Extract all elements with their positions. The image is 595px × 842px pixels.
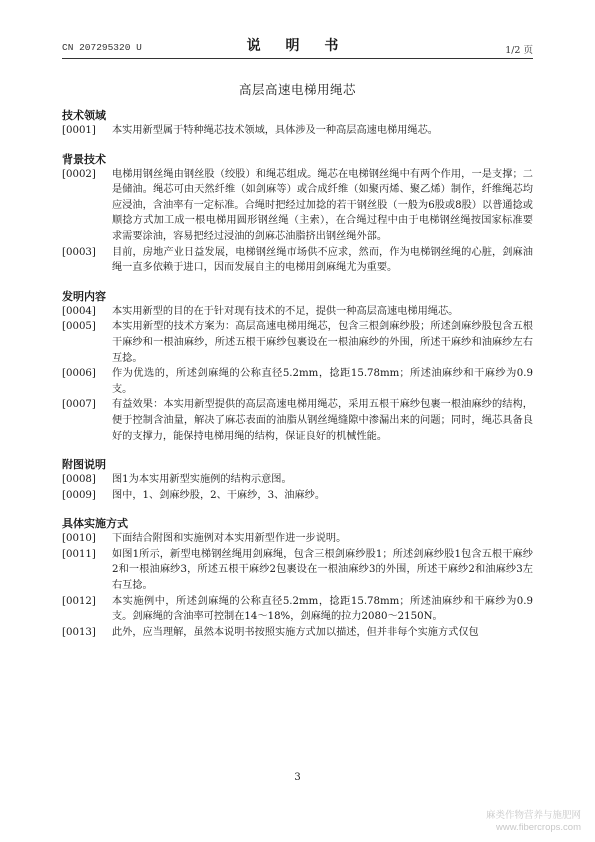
page-number: 3 <box>294 772 301 783</box>
document-body <box>62 108 533 640</box>
paragraph <box>62 397 533 444</box>
paragraph-number: [0006] <box>62 368 96 380</box>
watermark-line: 麻类作物营养与施肥网 <box>485 810 581 821</box>
paragraph <box>62 167 533 245</box>
section-heading: 发明内容 <box>62 289 106 303</box>
watermark-line: www.fibercrops.com <box>496 822 581 833</box>
paragraph-number: [0007] <box>62 399 96 411</box>
paragraph-number: [0002] <box>62 168 96 180</box>
paragraph-text: 本实用新型的目的在于针对现有技术的不足，提供一种高层高速电梯用绳芯。 <box>112 305 459 317</box>
paragraph-number: [0013] <box>62 626 96 638</box>
paragraph <box>62 594 533 625</box>
paragraph-text: 本实用新型的技术方案为：高层高速电梯用绳芯，包含三根剑麻纱股；所述剑麻纱股包含五根干麻纱和一根油麻纱，所述五根干麻纱包裹设在一根油麻纱的外围，所述干麻纱和油麻纱左右互捻。 <box>112 321 533 364</box>
paragraph <box>62 547 533 594</box>
paragraph <box>62 531 533 547</box>
paragraph-text: 此外，应当理解，虽然本说明书按照实施方式加以描述，但并非每个实施方式仅包 <box>112 626 479 638</box>
paragraph-number: [0012] <box>62 595 96 607</box>
paragraph-number: [0003] <box>62 246 96 258</box>
section-heading: 附图说明 <box>62 458 106 472</box>
paragraph-text: 本实施例中，所述剑麻绳的公称直径5.2mm，捻距15.78mm；所述油麻纱和干麻纱为0.9支。剑麻绳的含油率可控制在14～18%，剑麻绳的拉力2080～2150N。 <box>112 595 533 623</box>
paragraph-number: [0009] <box>62 489 96 501</box>
paragraph-number: [0011] <box>62 548 96 560</box>
document-type: 说 明 书 <box>246 38 349 54</box>
paragraph-number: [0010] <box>62 533 96 545</box>
page-indicator: 1/2 页 <box>505 45 533 56</box>
header-divider <box>62 58 533 59</box>
paragraph <box>62 488 533 504</box>
paragraph-text: 电梯用钢丝绳由钢丝股（绞股）和绳芯组成。绳芯在电梯钢丝绳中有两个作用，一是支撑；二是储油。绳芯可由天然纤维（如剑麻等）或合成纤维（如聚丙烯、聚乙烯）制作，纤维绳芯均应浸油，含油率有一定标准。合绳时把经过加捻的若干钢丝股（一般为6股或8股）以普通捻或顺捻方式加工成一根电梯用圆形钢丝绳（主索），在合绳过程中由于电梯钢丝绳按国家标准要求需要涂油，容易把经过浸油的剑麻芯油脂挤出钢丝绳外部。 <box>112 168 533 242</box>
section-heading: 背景技术 <box>62 152 106 166</box>
section-summary <box>62 289 533 444</box>
paragraph-text: 目前，房地产业日益发展，电梯钢丝绳市场供不应求，然而，作为电梯钢丝绳的心脏，剑麻油绳一直多依赖于进口，因而发展自主的电梯用剑麻绳尤为重要。 <box>112 246 533 274</box>
paragraph <box>62 245 533 276</box>
paragraph-text: 下面结合附图和实施例对本实用新型作进一步说明。 <box>112 533 347 545</box>
page-header <box>62 34 533 56</box>
section-heading: 具体实施方式 <box>62 517 128 531</box>
paragraph-number: [0001] <box>62 125 96 136</box>
paragraph <box>62 472 533 488</box>
document-title: 高层高速电梯用绳芯 <box>238 82 356 97</box>
paragraph-number: [0005] <box>62 321 96 333</box>
publication-number: CN 207295320 U <box>62 42 142 53</box>
paragraph <box>62 625 533 641</box>
paragraph-number: [0004] <box>62 305 96 317</box>
section-drawings <box>62 457 533 503</box>
watermark <box>486 810 581 834</box>
paragraph <box>62 319 533 366</box>
paragraph-text: 作为优选的，所述剑麻绳的公称直径5.2mm，捻距15.78mm；所述油麻纱和干麻纱为0.9支。 <box>112 368 533 395</box>
paragraph-text: 如图1所示，新型电梯钢丝绳用剑麻绳，包含三根剑麻纱股1；所述剑麻纱股1包含五根干麻纱2和一根油麻纱3，所述五根干麻纱2包裹设在一根油麻纱3的外围，所述干麻纱2和油麻纱3左右互捻。 <box>112 548 533 592</box>
paragraph-text: 图中，1、剑麻纱股，2、干麻纱，3、油麻纱。 <box>112 489 326 501</box>
paragraph-text: 有益效果：本实用新型提供的高层高速电梯用绳芯，采用五根干麻纱包裹一根油麻纱的结构，便于控制含油量，解决了麻芯表面的油脂从钢丝绳缝隙中渗漏出来的问题；同时，绳芯具备良好的支撑力，能保持电梯用绳的结构，保证良好的机械性能。 <box>112 399 533 442</box>
section-background <box>62 152 533 276</box>
section-technical-field <box>62 108 533 139</box>
paragraph <box>62 123 533 139</box>
paragraph <box>62 366 533 397</box>
section-embodiments <box>62 516 533 640</box>
paragraph-text: 本实用新型属于特种绳芯技术领域，具体涉及一种高层高速电梯用绳芯。 <box>112 125 438 136</box>
section-heading: 技术领域 <box>62 109 106 122</box>
paragraph <box>62 304 533 320</box>
paragraph-number: [0008] <box>62 474 96 486</box>
paragraph-text: 图1为本实用新型实施例的结构示意图。 <box>112 474 292 486</box>
